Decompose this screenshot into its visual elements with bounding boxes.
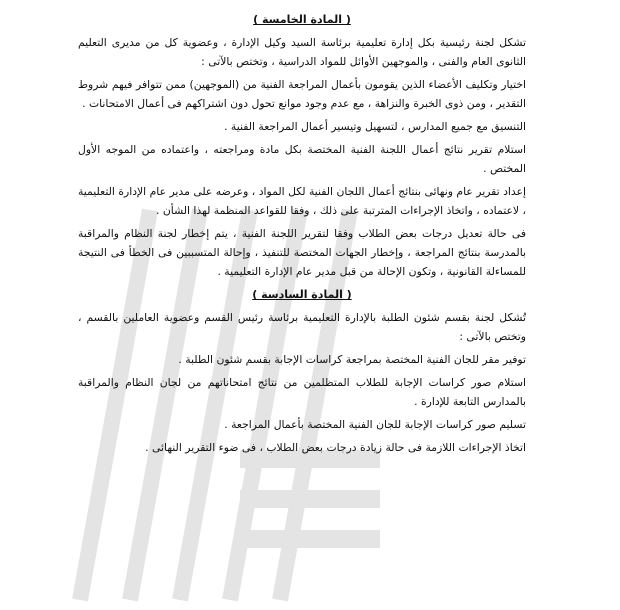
article-five (78, 10, 526, 281)
article-six (78, 285, 526, 457)
document-body (78, 10, 526, 461)
list-item: استلام تقرير نتائج أعمال اللجنة الفنية المختصة بكل مادة ومراجعته ، واعتماده من الموجه الأول المختص . (78, 143, 526, 175)
article-five-list (78, 75, 526, 281)
article-five-intro: تشكل لجنة رئيسية بكل إدارة تعليمية برئاسة السيد وكيل الإدارة ، وعضوية كل من مديرى التعليم الثانوى العام والفنى ، والموجهين الأوائل للمواد الدراسية ، وتختص بالآتى : (78, 36, 526, 68)
list-item: توفير مقر للجان الفنية المختصة بمراجعة كراسات الإجابة بقسم شئون الطلبة . (178, 353, 526, 366)
article-six-list (78, 350, 526, 457)
list-item: استلام صور كراسات الإجابة للطلاب المتظلمين من نتائج امتحاناتهم من لجان النظام والمراقبة بالمدارس التابعة للإدارة . (78, 376, 526, 408)
list-item: إعداد تقرير عام ونهائى بنتائج أعمال اللجان الفنية لكل المواد ، وعرضه على مدير عام الإدارة التعليمية ، لاعتماده ، واتخاذ الإجراءات المترتبة على ذلك ، وفقا للقواعد المنظمة لهذا الشأن . (78, 185, 526, 217)
list-item: اختيار وتكليف الأعضاء الذين يقومون بأعمال المراجعة الفنية من (الموجهين) ممن تتوافر فيهم شروط التقدير ، ومن ذوى الخبرة والنزاهة ، مع عدم وجود موانع تحول دون اشتراكهم فى أعمال الامتحانات . (78, 78, 526, 110)
list-item: تسليم صور كراسات الإجابة للجان الفنية المختصة بأعمال المراجعة . (224, 418, 526, 431)
article-six-title: ( المادة السادسة ) (252, 288, 352, 301)
list-item: فى حالة تعديل درجات بعض الطلاب وفقا لتقرير اللجنة الفنية ، يتم إخطار لجنة النظام والمراقبة بالمدرسة بنتائج المراجعة ، وإخطار الجهات المختصة للتنفيذ ، وإحالة المتسببين فى الخطأ فى النتيجة للمساءلة القانونية ، وتكون الإحالة من قبل مدير عام الإدارة التعليمية . (78, 227, 526, 278)
article-five-title: ( المادة الخامسة ) (253, 13, 351, 26)
list-item: التنسيق مع جميع المدارس ، لتسهيل وتيسير أعمال المراجعة الفنية . (224, 120, 526, 133)
article-six-intro: تُشكل لجنة بقسم شئون الطلبة بالإدارة التعليمية برئاسة رئيس القسم وعضوية العاملين بالقسم ، وتختص بالآتى : (78, 311, 526, 343)
list-item: اتخاذ الإجراءات اللازمة فى حالة زيادة درجات بعض الطلاب ، فى ضوء التقرير النهائى . (145, 441, 526, 454)
